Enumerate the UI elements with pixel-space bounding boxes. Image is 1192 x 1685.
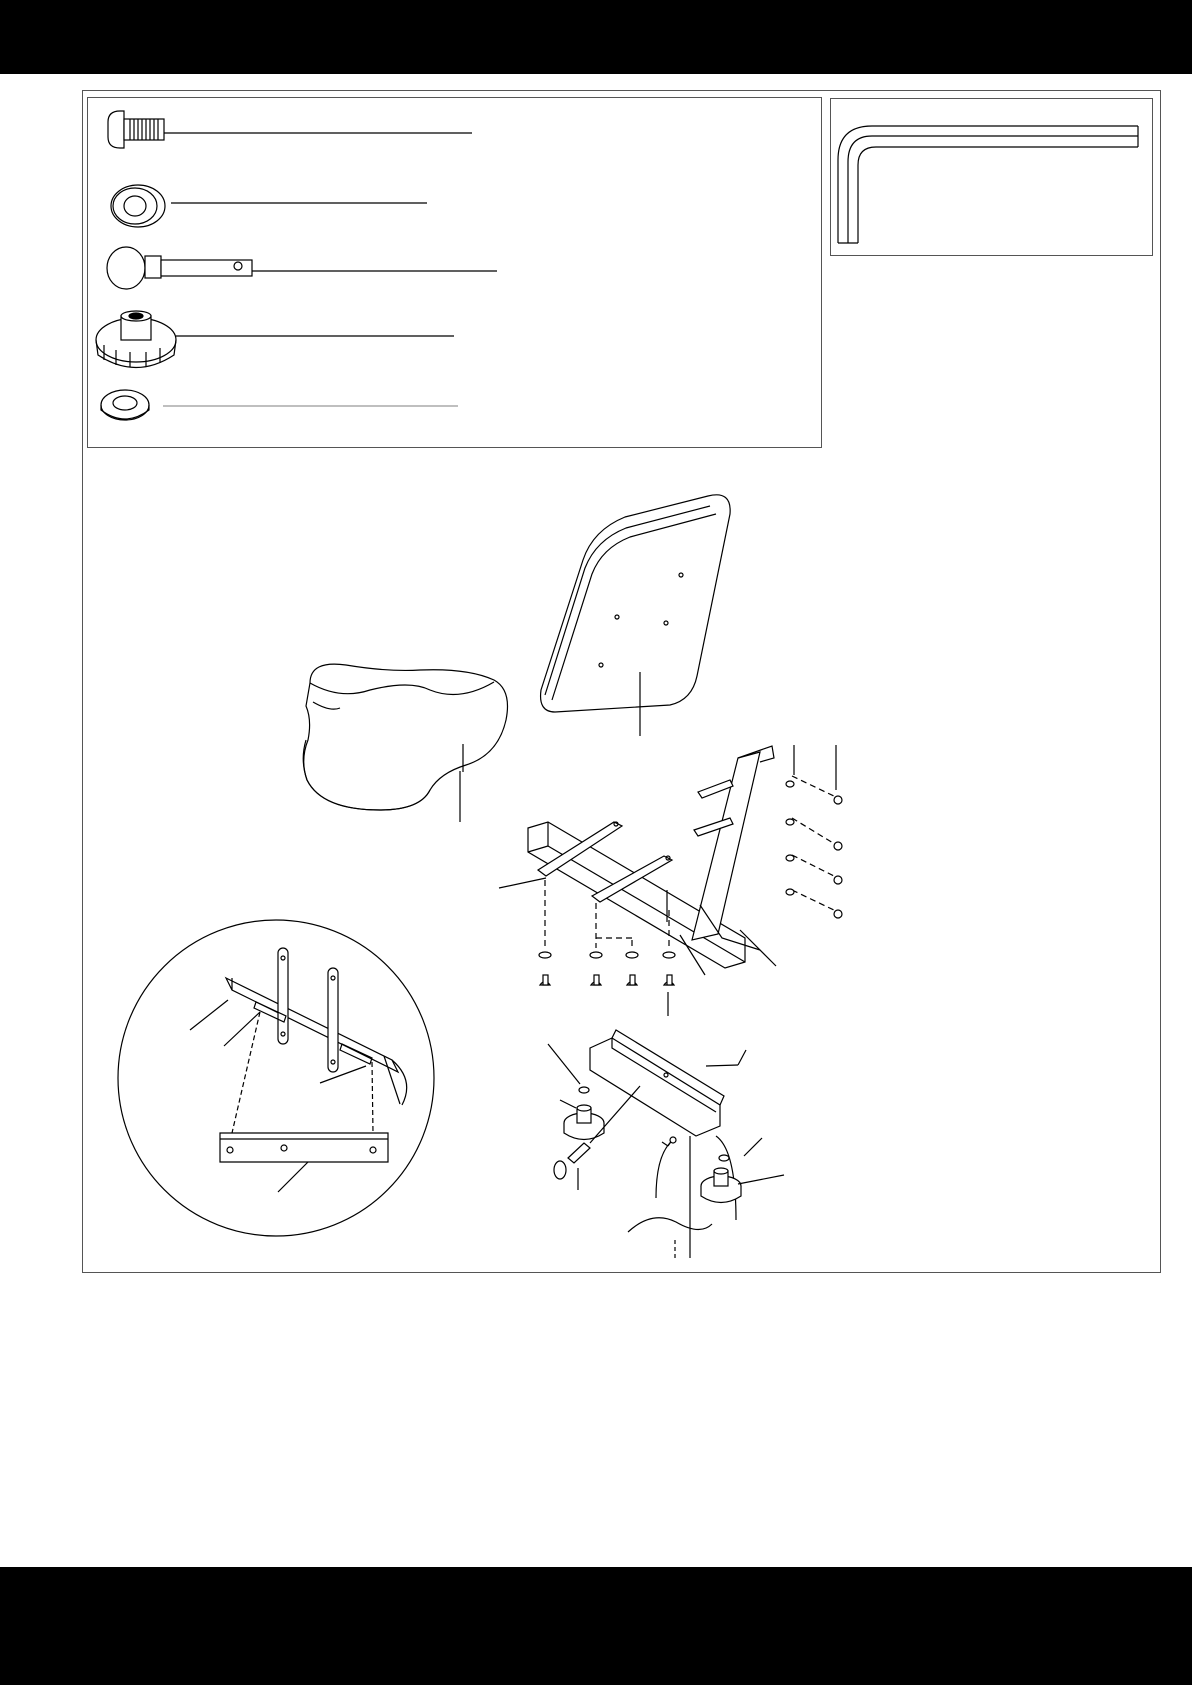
allen-key-icon: [838, 126, 1138, 243]
knob-icon: [96, 311, 454, 368]
seat-pad: [303, 664, 507, 822]
bolt-icon: [108, 111, 472, 148]
washer-icon: [101, 390, 458, 420]
back-pad: [541, 495, 731, 736]
seat-frame: [499, 745, 842, 1016]
carriage: [548, 1030, 784, 1258]
spacer-icon: [111, 185, 427, 227]
pull-pin-icon: [107, 247, 497, 289]
detail-callout: [118, 920, 434, 1236]
